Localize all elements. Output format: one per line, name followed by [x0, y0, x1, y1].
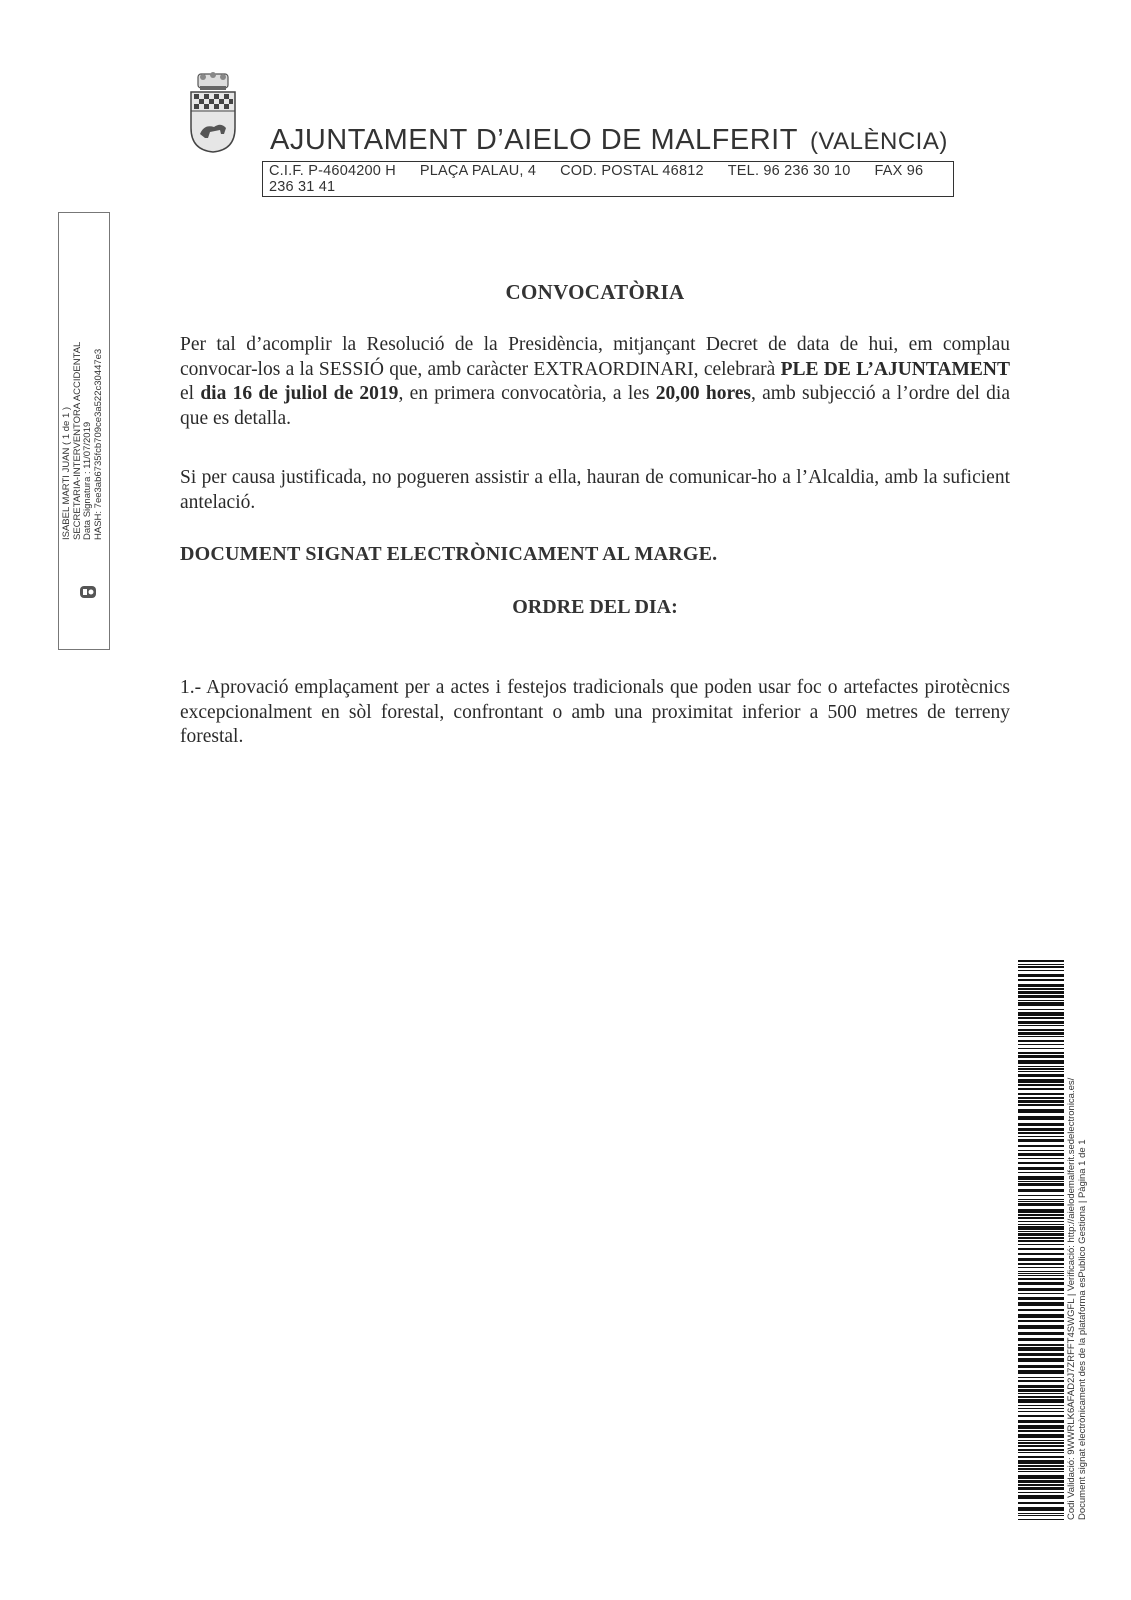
barcode-bar	[1018, 1507, 1064, 1511]
barcode-bar	[1018, 995, 1064, 998]
barcode-bar	[1018, 1199, 1064, 1200]
signature-hash: HASH: 7ee3ab6735fcb709ce3a522c30447e3	[92, 348, 104, 540]
signature-date: Data Signatura : 11/07/2019	[82, 421, 93, 540]
p1-text-e: , en primera convocatòria, a les	[398, 383, 656, 404]
barcode-bar	[1018, 1389, 1064, 1392]
barcode-bar	[1018, 1408, 1064, 1409]
barcode-bar	[1018, 1044, 1064, 1045]
barcode-bar	[1018, 1385, 1064, 1388]
barcode-bar	[1018, 1158, 1064, 1159]
telephone-text: TEL. 96 236 30 10	[727, 163, 851, 179]
barcode-bar	[1018, 966, 1064, 968]
barcode-bar	[1018, 1365, 1064, 1368]
barcode-bar	[1018, 1415, 1064, 1417]
barcode-bar	[1018, 1258, 1064, 1261]
barcode-bar	[1018, 1214, 1064, 1216]
barcode-bar	[1018, 1048, 1064, 1049]
barcode-image	[1018, 960, 1064, 1520]
barcode-bar	[1018, 1492, 1064, 1493]
barcode-bar	[1018, 1040, 1064, 1042]
barcode-bar	[1018, 1495, 1064, 1499]
barcode-bar	[1018, 1484, 1064, 1486]
barcode-bar	[1018, 1009, 1064, 1010]
barcode-bar	[1018, 1282, 1064, 1285]
barcode-bar	[1018, 1162, 1064, 1164]
organization-province: (VALÈNCIA)	[809, 128, 948, 155]
barcode-bar	[1018, 1487, 1064, 1490]
barcode-bar	[1018, 991, 1064, 994]
barcode-bar	[1018, 1396, 1064, 1398]
barcode-bar	[1018, 1074, 1064, 1077]
barcode-bar	[1018, 1275, 1064, 1276]
barcode-bar	[1018, 1209, 1064, 1213]
barcode-bar	[1018, 1032, 1064, 1035]
barcode-bar	[1018, 1314, 1064, 1318]
barcode-bar	[1018, 974, 1064, 977]
barcode-bar	[1018, 1253, 1064, 1255]
barcode-bar	[1018, 1136, 1064, 1137]
barcode-bar	[1018, 1145, 1064, 1147]
barcode-bar	[1018, 1153, 1064, 1156]
barcode-bar	[1018, 1449, 1064, 1451]
barcode-bar	[1018, 1226, 1064, 1230]
barcode-bar	[1018, 1021, 1064, 1024]
convocation-paragraph	[180, 333, 1010, 431]
barcode-bar	[1018, 1189, 1064, 1192]
barcode-bar	[1018, 1017, 1064, 1019]
barcode-bar	[1018, 1150, 1064, 1151]
barcode-bar	[1018, 1244, 1064, 1245]
barcode-bar	[1018, 1055, 1064, 1058]
espublico-logo-icon	[79, 585, 97, 599]
organization-title: AJUNTAMENT D’AIELO DE MALFERIT	[270, 124, 798, 156]
barcode-bar	[1018, 1405, 1064, 1406]
barcode-bar	[1018, 988, 1064, 990]
barcode-bar	[1018, 1380, 1064, 1382]
barcode-bar	[1018, 1460, 1064, 1464]
barcode-bar	[1018, 1109, 1064, 1113]
barcode-bar	[1018, 1084, 1064, 1086]
barcode-bar	[1018, 1079, 1064, 1083]
barcode-bar	[1018, 1480, 1064, 1483]
barcode-bar	[1018, 1167, 1064, 1170]
barcode-bar	[1018, 1377, 1064, 1378]
barcode-bar	[1018, 1358, 1064, 1362]
fax-text: FAX 96 236 31 41	[269, 163, 924, 195]
barcode-bar	[1018, 1320, 1064, 1322]
barcode-bar	[1018, 1456, 1064, 1458]
p1-session-time: 20,00 hores	[655, 383, 752, 404]
barcode-bar	[1018, 1036, 1064, 1037]
coat-of-arms-logo	[188, 72, 238, 154]
barcode-bar	[1018, 1132, 1064, 1134]
barcode-bar	[1018, 1353, 1064, 1356]
barcode-bar	[1018, 1093, 1064, 1095]
barcode-bar	[1018, 1100, 1064, 1103]
barcode-bar	[1018, 1201, 1064, 1202]
barcode-bar	[1018, 1278, 1064, 1280]
barcode-bar	[1018, 1293, 1064, 1294]
barcode-bar	[1018, 1025, 1064, 1026]
barcode-bar	[1018, 1425, 1064, 1429]
barcode-bar	[1018, 1183, 1064, 1186]
barcode-bar	[1018, 1513, 1064, 1514]
barcode-bar	[1018, 1288, 1064, 1291]
barcode-bar	[1018, 1104, 1064, 1106]
barcode-bar	[1018, 1123, 1064, 1126]
barcode-bar	[1018, 1139, 1064, 1142]
validation-code: Codi Validació: 9WWRLK6AFAD2J7ZRFFT4SWGFL | Verificació: http://aielodemalferit.sedelectronica.es/	[1066, 1077, 1077, 1520]
cif-text: C.I.F. P-4604200 H	[269, 163, 396, 179]
barcode-bar	[1018, 1519, 1064, 1520]
barcode-bar	[1018, 1066, 1064, 1067]
barcode-bar	[1018, 1237, 1064, 1239]
barcode-bar	[1018, 1420, 1064, 1423]
barcode-bar	[1018, 1370, 1064, 1374]
barcode-bar	[1018, 984, 1064, 987]
signature-details	[62, 220, 104, 540]
barcode-bar	[1018, 1502, 1064, 1504]
barcode-bar	[1018, 1071, 1064, 1072]
postal-code-text: COD. POSTAL 46812	[560, 163, 704, 179]
barcode-bar	[1018, 1267, 1064, 1268]
barcode-bar	[1018, 1195, 1064, 1196]
p1-text-c: el	[180, 383, 201, 404]
document-title: CONVOCATÒRIA	[505, 280, 685, 304]
barcode-bar	[1018, 1338, 1064, 1341]
barcode-bar	[1018, 1273, 1064, 1274]
barcode-bar	[1018, 1399, 1064, 1403]
barcode-bar	[1018, 1248, 1064, 1250]
barcode-bar	[1018, 1465, 1064, 1467]
barcode-bar	[1018, 1442, 1064, 1444]
barcode-bar	[1018, 1002, 1064, 1006]
verification-details	[1066, 960, 1088, 1520]
barcode-bar	[1018, 1302, 1064, 1306]
barcode-bar	[1018, 1344, 1064, 1346]
barcode-bar	[1018, 1468, 1064, 1470]
barcode-bar	[1018, 1471, 1064, 1472]
organization-name	[270, 124, 948, 157]
signer-role: SECRETARIA-INTERVENTORA ACCIDENTAL	[71, 341, 83, 540]
barcode-bar	[1018, 1475, 1064, 1479]
barcode-bar	[1018, 1452, 1064, 1453]
barcode-bar	[1018, 1325, 1064, 1329]
barcode-bar	[1018, 1271, 1064, 1272]
barcode-bar	[1018, 1068, 1064, 1070]
p1-text-g: , amb subjecció a l’ordre del dia que es detalla.	[180, 383, 1010, 429]
barcode-bar	[1018, 1430, 1064, 1432]
barcode-bar	[1018, 1172, 1064, 1173]
barcode-bar	[1018, 1332, 1064, 1335]
barcode-bar	[1018, 970, 1064, 971]
barcode-bar	[1018, 1097, 1064, 1099]
barcode-bar	[1018, 964, 1064, 965]
barcode-bar	[1018, 960, 1064, 962]
p1-session-body: PLE DE L’AJUNTAMENT	[780, 358, 1010, 380]
signed-notice: DOCUMENT SIGNAT ELECTRÒNICAMENT AL MARGE.	[180, 543, 718, 565]
barcode-bar	[1018, 1347, 1064, 1351]
absence-paragraph: Si per causa justificada, no pogueren assistir a ella, hauran de comunicar-ho a l’Alcaldia, amb la suficient antelació.	[180, 467, 1010, 513]
platform-notice: Document signat electrònicament des de la plataforma esPublico Gestiona | Pàgina 1 de 1	[1077, 1139, 1088, 1520]
contact-info-box	[262, 161, 954, 197]
p1-text-a: Per tal d’acomplir la Resolució de la Presidència, mitjançant Decret de data de hui, em complau convocar-los a la SESSIÓ que, amb caràcter EXTRAORDINARI, celebrarà	[180, 334, 1010, 380]
barcode-bar	[1018, 1128, 1064, 1131]
barcode-bar	[1018, 1309, 1064, 1311]
barcode-bar	[1018, 1088, 1064, 1090]
barcode-bar	[1018, 1233, 1064, 1236]
barcode-bar	[1018, 1434, 1064, 1438]
barcode-bar	[1018, 1411, 1064, 1412]
barcode-bar	[1018, 1224, 1064, 1225]
barcode-bar	[1018, 1263, 1064, 1265]
barcode-bar	[1018, 1116, 1064, 1120]
barcode-bar	[1018, 1052, 1064, 1054]
address-text: PLAÇA PALAU, 4	[419, 163, 537, 179]
barcode-bar	[1018, 1060, 1064, 1064]
barcode-bar	[1018, 979, 1064, 981]
barcode-bar	[1018, 1515, 1064, 1516]
barcode-bar	[1018, 1240, 1064, 1242]
agenda-item: 1.- Aprovació emplaçament per a actes i festejos tradicionals que poden usar foc o artefactes pirotècnics excepcionalment en sòl forestal, confrontant o amb una proximitat inferior a 500 metres de terreny forestal.	[180, 677, 1010, 747]
barcode-bar	[1018, 1181, 1064, 1182]
p1-session-date: dia 16 de juliol de 2019	[200, 383, 399, 404]
barcode-bar	[1018, 1221, 1064, 1222]
barcode-bar	[1018, 1176, 1064, 1180]
barcode-bar	[1018, 1029, 1064, 1031]
barcode-bar	[1018, 1231, 1064, 1232]
barcode-bar	[1018, 1203, 1064, 1206]
barcode-bar	[1018, 1297, 1064, 1300]
barcode-bar	[1018, 1217, 1064, 1219]
barcode-bar	[1018, 1000, 1064, 1001]
barcode-bar	[1018, 1440, 1064, 1441]
agenda-title: ORDRE DEL DIA:	[512, 596, 678, 618]
signer-name: ISABEL MARTI JUAN ( 1 de 1 )	[61, 406, 72, 540]
barcode-bar	[1018, 1445, 1064, 1447]
barcode-bar	[1018, 1393, 1064, 1394]
barcode-bar	[1018, 1012, 1064, 1016]
